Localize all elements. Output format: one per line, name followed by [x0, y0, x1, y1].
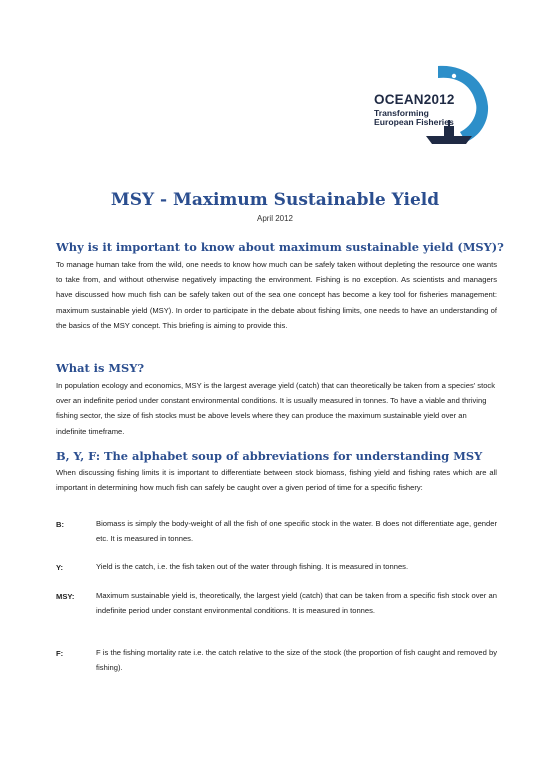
definition-term-f: F: — [56, 649, 64, 658]
definition-text-y: Yield is the catch, i.e. the fish taken out of the water through fishing. It is measured in tonnes. — [96, 562, 409, 571]
definition-term-y: Y: — [56, 563, 64, 572]
section-body-abbreviations: When discussing fishing limits it is important to differentiate between stock biomass, fishing yield and fishing rates which are all important in determining how much fish can safely be caught over a given period of time for a specific fishery: — [56, 468, 497, 493]
section-body-what-is-msy: In population ecology and economics, MSY is the largest average yield (catch) that can theoretically be taken from a species' stock over an indefinite period under constant environmental conditions. It is usually measured in tonnes. To have a viable and thriving fishing sector, the size of fish stocks must be above levels where they can produce the maximum sustainable yield over an indefinite timeframe. — [56, 381, 496, 436]
logo-subtitle-line1: Transforming — [374, 108, 429, 118]
definition-term-msy: MSY: — [56, 592, 75, 601]
document-title: MSY - Maximum Sustainable Yield — [110, 190, 440, 210]
definition-term-b: B: — [56, 520, 65, 529]
section-heading-what-is-msy: What is MSY? — [56, 361, 145, 375]
ocean2012-logo — [368, 62, 500, 150]
definition-text-msy: Maximum sustainable yield is, theoretically, the largest yield (catch) that can be taken from a specific fish stock over an indefinite period under constant environmental conditions. It is measured in tonnes. — [96, 591, 497, 616]
document-date: April 2012 — [256, 214, 294, 223]
definition-text-b: Biomass is simply the body-weight of all the fish of one specific stock in the water. B does not differentiate age, gender etc. It is measured in tonnes. — [96, 519, 497, 544]
logo-subtitle-line2: European Fisheries — [374, 117, 454, 127]
logo-title: OCEAN2012 — [374, 92, 455, 107]
section-body-why-msy: To manage human take from the wild, one needs to know how much can be safely taken without depleting the resource one wants to take from, and without otherwise negatively impacting the environment. Fishing is no exception. As scientists and managers have discussed how much fish can be safely taken out of the sea one concept has become a key tool for fisheries management: maximum sustainable yield (MSY). In order to participate in the debate about fishing limits, one needs to have an understanding of the basics of the MSY concept. This briefing is aiming to provide this. — [56, 260, 497, 330]
section-heading-why-msy: Why is it important to know about maximum sustainable yield (MSY)? — [56, 240, 504, 254]
section-heading-abbreviations: B, Y, F: The alphabet soup of abbreviations for understanding MSY — [56, 449, 483, 463]
definition-text-f: F is the fishing mortality rate i.e. the catch relative to the size of the stock (the proportion of fish caught and removed by fishing). — [96, 648, 497, 673]
